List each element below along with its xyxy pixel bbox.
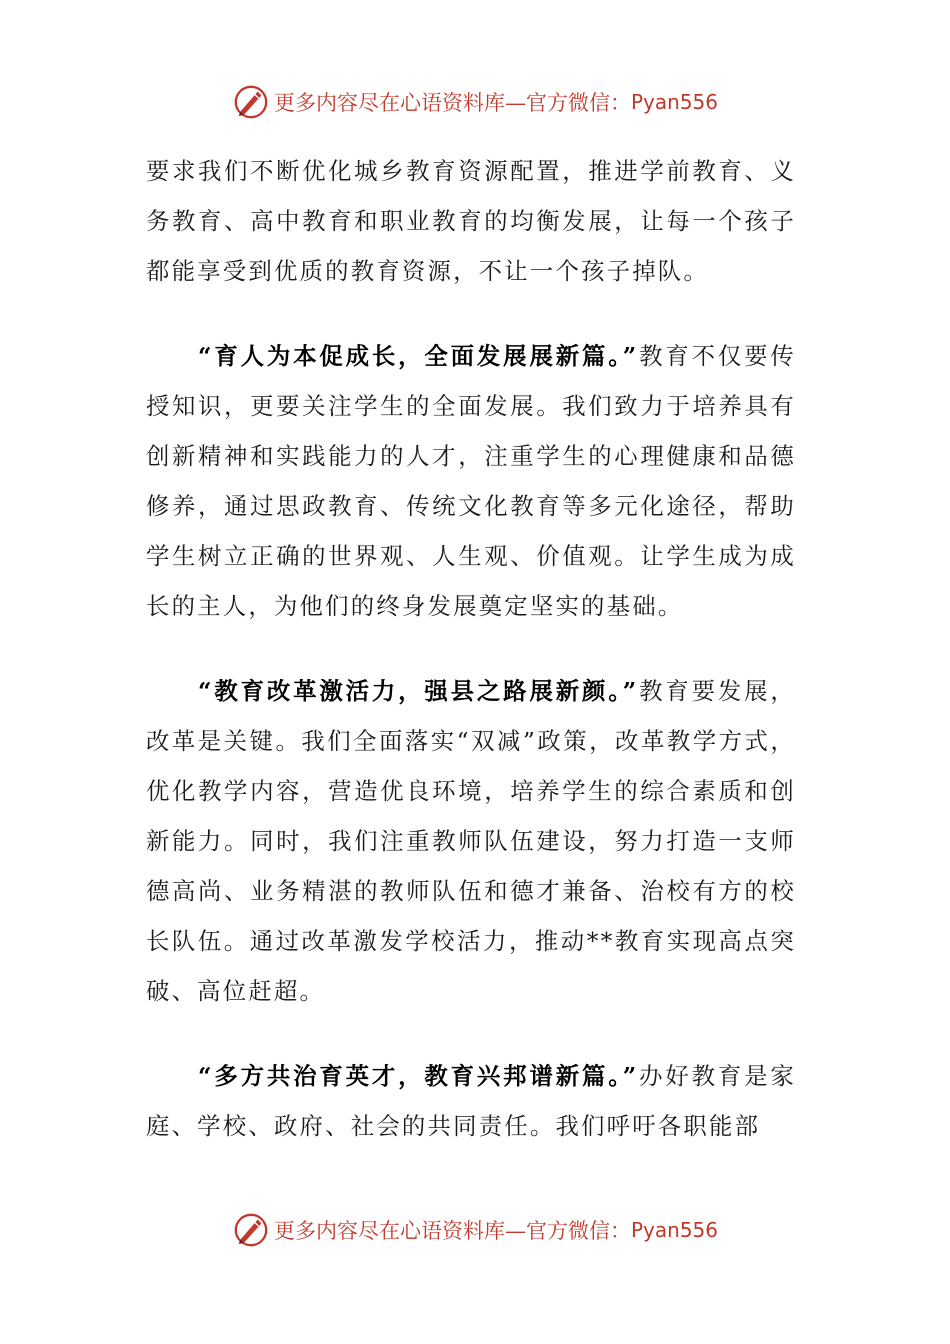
pen-logo-icon: [232, 1211, 270, 1249]
paragraph-3-text: 教育要发展，改革是关键。我们全面落实“双减”政策，改革教学方式，优化教学内容，营造优良环境，培养学生的综合素质和创新能力。同时，我们注重教师队伍建设，努力打造一支师德高尚、业务精湛的教师队伍和德才兼备、治校有方的校长队伍。通过改革激发学校活力，推动**教育实现高点突破、高位赶超。: [146, 677, 796, 1005]
paragraph-1: [146, 146, 796, 296]
paragraph-2-text: 教育不仅要传授知识，更要关注学生的全面发展。我们致力于培养具有创新精神和实践能力的人才，注重学生的心理健康和品德修养，通过思政教育、传统文化教育等多元化途径，帮助学生树立正确的世界观、人生观、价值观。让学生成为成长的主人，为他们的终身发展奠定坚实的基础。: [146, 342, 796, 620]
pen-logo-icon: [232, 83, 270, 121]
watermark-text: 更多内容尽在心语资料库—官方微信：: [273, 91, 631, 115]
paragraph-3-heading: “教育改革激活力，强县之路展新颜。”: [198, 677, 639, 705]
paragraph-4-text: 办好教育是家庭、学校、政府、社会的共同责任。我们呼吁各职能部: [146, 1062, 796, 1140]
paragraph-2: [146, 331, 796, 631]
paragraph-2-heading: “育人为本促成长，全面发展展新篇。”: [198, 342, 639, 370]
paragraph-4-heading: “多方共治育英才，教育兴邦谱新篇。”: [198, 1062, 639, 1090]
watermark-wechat-id: Pyan556: [630, 90, 718, 114]
paragraph-4: [146, 1051, 796, 1151]
watermark-header: [0, 80, 950, 124]
paragraph-1-text: 要求我们不断优化城乡教育资源配置，推进学前教育、义务教育、高中教育和职业教育的均衡发展，让每一个孩子都能享受到优质的教育资源，不让一个孩子掉队。: [146, 157, 796, 285]
watermark-footer: [0, 1208, 950, 1252]
watermark-text: 更多内容尽在心语资料库—官方微信：: [273, 1219, 631, 1243]
watermark-wechat-id: Pyan556: [630, 1218, 718, 1242]
document-body: [146, 146, 796, 1151]
paragraph-3: [146, 666, 796, 1016]
